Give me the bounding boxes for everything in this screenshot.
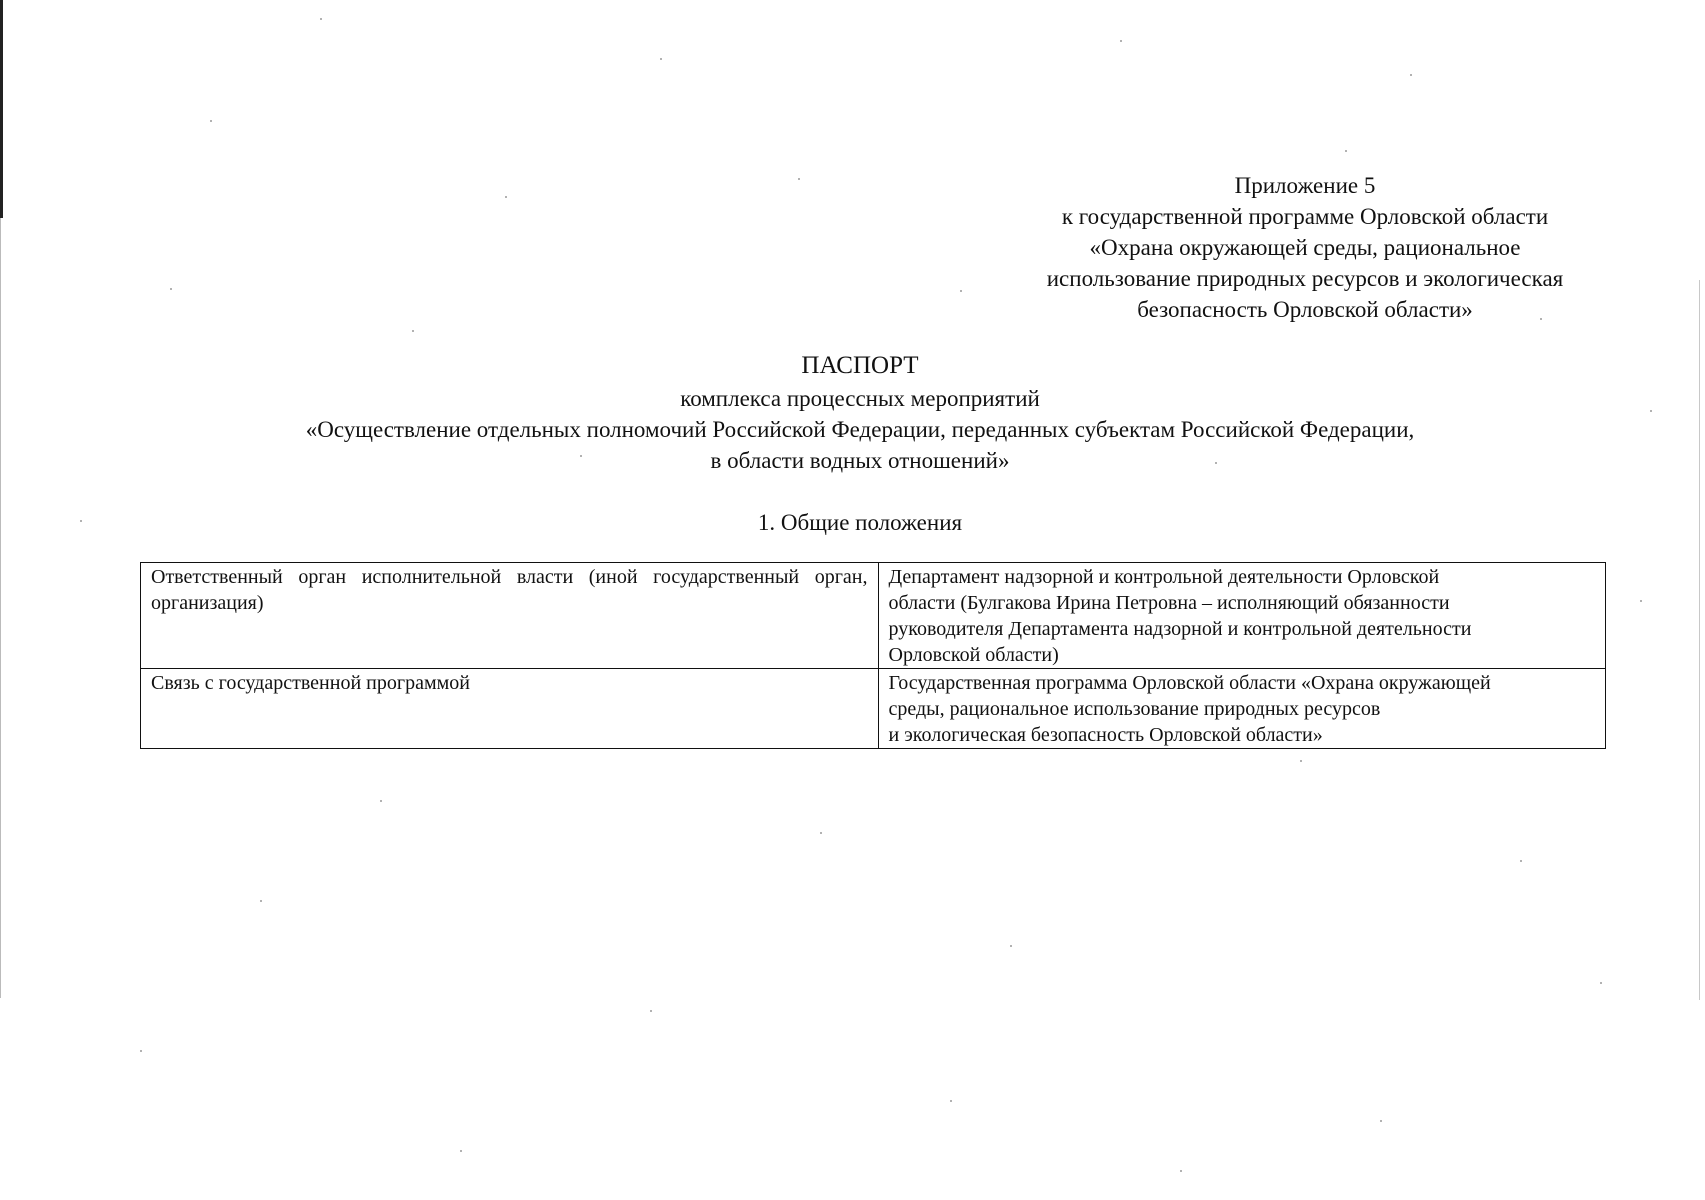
table-cell-value	[878, 669, 1606, 749]
appendix-note	[990, 170, 1620, 325]
document-title: ПАСПОРТ	[801, 352, 919, 379]
scan-edge-left	[0, 0, 3, 218]
passport-table	[140, 562, 1606, 749]
appendix-line: безопасность Орловской области»	[1137, 297, 1473, 322]
document-subtitle: комплекса процессных мероприятий	[680, 386, 1040, 411]
appendix-line: использование природных ресурсов и экологическая	[1046, 266, 1564, 291]
table-cell-value	[878, 563, 1606, 669]
appendix-line: «Охрана окружающей среды, рациональное	[1089, 235, 1521, 260]
section-heading: 1. Общие положения	[757, 510, 963, 535]
table-row	[141, 669, 1606, 749]
appendix-line: к государственной программе Орловской области	[1061, 204, 1549, 229]
document-subtitle: «Осуществление отдельных полномочий Российской Федерации, переданных субъектам Российской Федерации,	[305, 417, 1415, 442]
document-heading	[100, 349, 1620, 476]
table-cell-label: Связь с государственной программой	[141, 669, 879, 749]
appendix-number: Приложение 5	[1234, 173, 1376, 198]
cell-line: и экологическая безопасность Орловской области»	[888, 724, 1323, 746]
cell-line: среды, рациональное использование природных ресурсов	[888, 698, 1381, 720]
scan-edge-left-faint	[0, 218, 1, 998]
table-cell-label: Ответственный орган исполнительной власти (иной государственный орган, организация)	[141, 563, 879, 669]
cell-line: области (Булгакова Ирина Петровна – исполняющий обязанности	[888, 592, 1450, 614]
document-subtitle: в области водных отношений»	[710, 448, 1010, 473]
scan-edge-right	[1699, 280, 1700, 1000]
cell-line: Департамент надзорной и контрольной деятельности Орловской	[888, 566, 1440, 588]
cell-line: руководителя Департамента надзорной и контрольной деятельности	[888, 618, 1472, 640]
cell-line: Государственная программа Орловской области «Охрана окружающей	[888, 672, 1491, 694]
table-row	[141, 563, 1606, 669]
cell-line: Орловской области)	[888, 644, 1059, 666]
